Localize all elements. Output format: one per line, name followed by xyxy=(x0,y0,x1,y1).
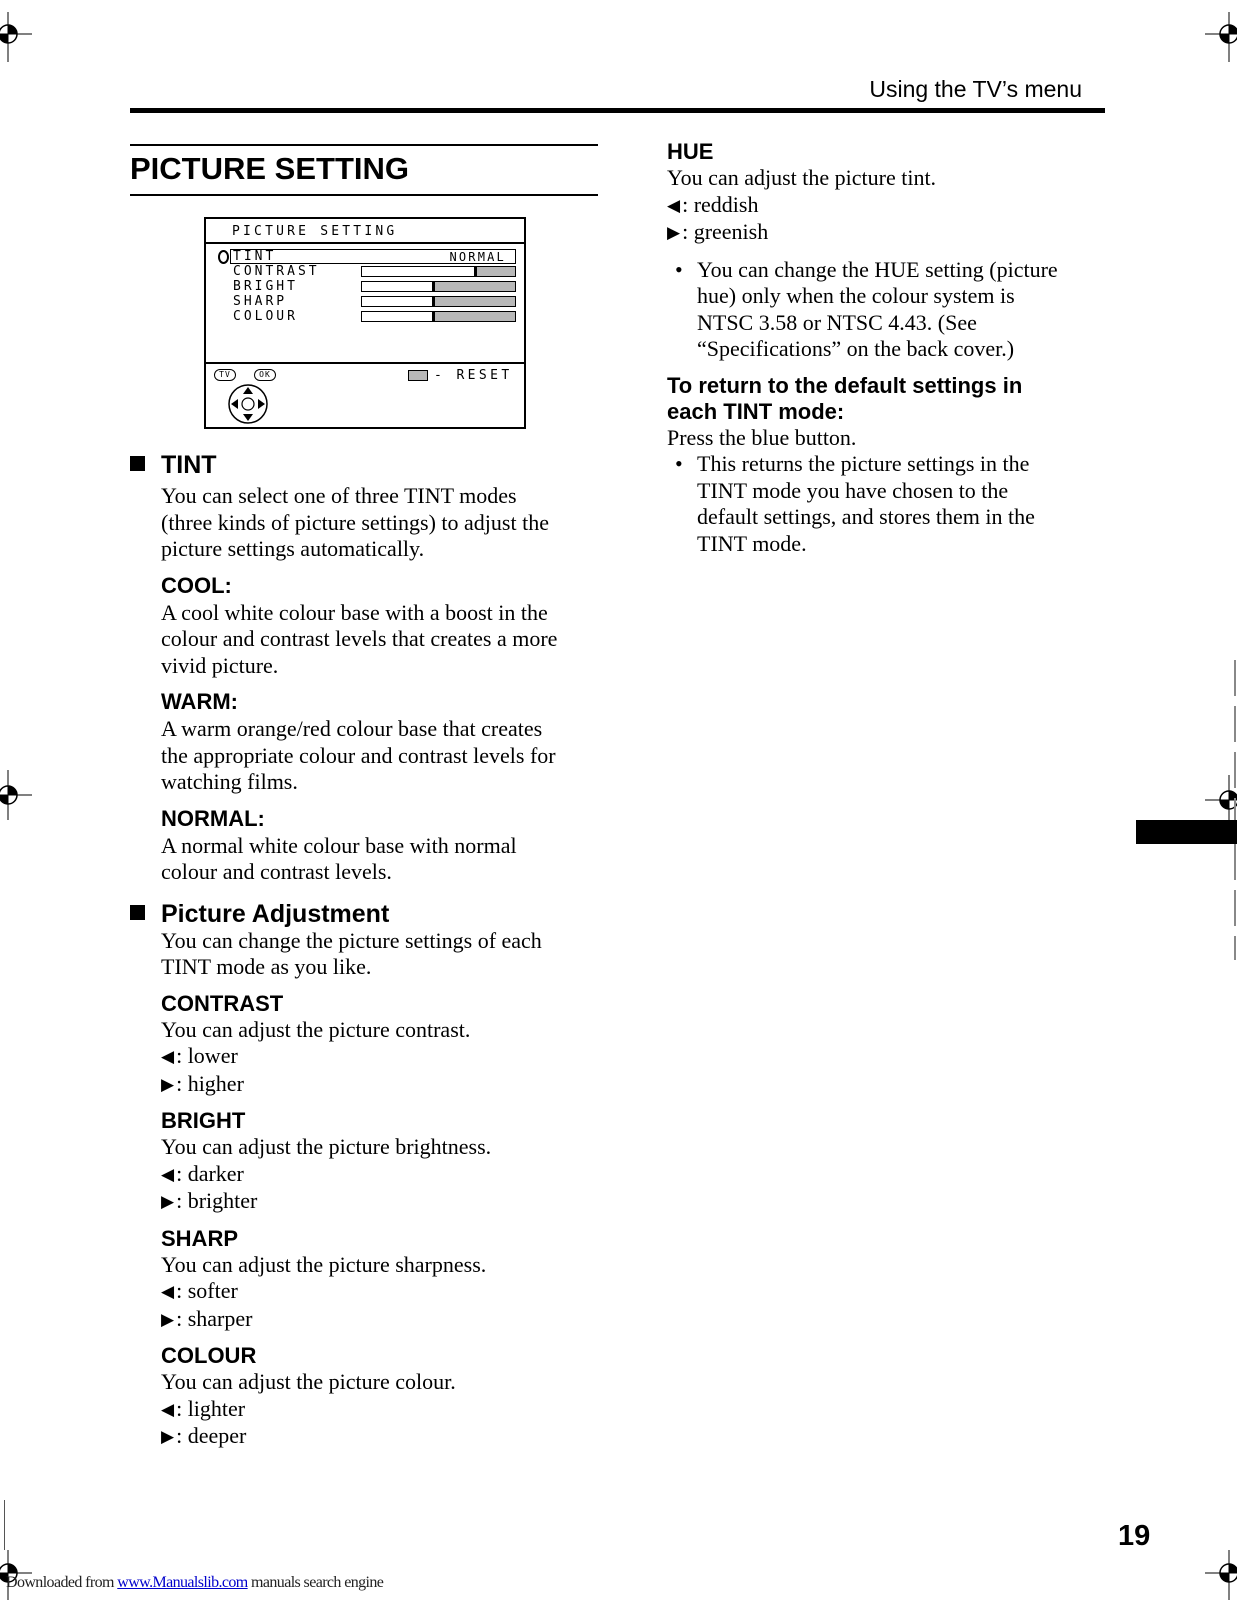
left-arrow-icon: ◀ xyxy=(161,1282,175,1301)
section-rule-bottom xyxy=(130,194,598,196)
left-arrow-icon: ◀ xyxy=(161,1047,175,1066)
bright-description: You can adjust the picture brightness. xyxy=(161,1134,492,1159)
square-bullet-icon xyxy=(130,905,145,920)
bright-heading: BRIGHT xyxy=(161,1108,246,1133)
contrast-left-line: ◀: lower xyxy=(161,1043,238,1068)
osd-level-bar xyxy=(361,281,516,292)
osd-tint-value: NORMAL xyxy=(449,250,506,264)
osd-blue-button-icon xyxy=(408,370,428,381)
osd-item-label: BRIGHT xyxy=(233,279,298,294)
left-arrow-icon: ◀ xyxy=(161,1164,175,1184)
dpad-icon xyxy=(226,382,270,426)
header-rule xyxy=(130,108,1105,113)
osd-item-label: CONTRAST xyxy=(233,264,320,279)
osd-tv-button: TV xyxy=(214,369,236,381)
margin-tick xyxy=(4,1500,5,1550)
normal-heading: NORMAL: xyxy=(161,805,265,831)
cool-description: A cool white colour base with a boost in the colour and contrast levels that creates a more vivid picture. xyxy=(161,599,558,678)
sharp-right-line: ▶: sharper xyxy=(161,1305,253,1331)
osd-item-label: COLOUR xyxy=(233,309,298,324)
osd-item-label: SHARP xyxy=(233,294,288,309)
osd-cursor-icon xyxy=(218,250,229,264)
osd-level-bar xyxy=(361,266,516,277)
contrast-description: You can adjust the picture contrast. xyxy=(161,1016,471,1042)
default-settings-heading: To return to the default settings in each TINT mode: xyxy=(667,372,1023,424)
osd-reset-label: - RESET xyxy=(434,368,513,383)
hue-description: You can adjust the picture tint. xyxy=(667,165,937,190)
right-arrow-icon: ▶ xyxy=(161,1074,175,1094)
registration-mark-icon xyxy=(1197,775,1237,825)
hue-left-line: ◀: reddish xyxy=(667,191,759,217)
chapter-tab xyxy=(1136,820,1237,844)
section-rule-top xyxy=(130,144,598,146)
registration-mark-icon xyxy=(0,12,40,62)
cool-heading: COOL: xyxy=(161,572,232,598)
picture-adjustment-heading: Picture Adjustment xyxy=(130,900,610,928)
right-arrow-icon: ▶ xyxy=(667,223,681,242)
registration-mark-icon xyxy=(0,770,40,820)
osd-menu-diagram xyxy=(204,217,526,429)
manualslib-link[interactable]: www.Manualslib.com xyxy=(117,1574,248,1591)
contrast-right-line: ▶: higher xyxy=(161,1070,244,1096)
right-arrow-icon: ▶ xyxy=(161,1309,175,1329)
colour-description: You can adjust the picture colour. xyxy=(161,1369,456,1394)
sharp-heading: SHARP xyxy=(161,1225,239,1251)
tint-heading: TINT xyxy=(130,451,610,479)
right-column xyxy=(667,139,1117,557)
right-arrow-icon: ▶ xyxy=(161,1427,175,1446)
registration-mark-icon xyxy=(1197,1550,1237,1600)
osd-tint-label: TINT xyxy=(233,249,277,264)
bullet-icon: • xyxy=(675,256,683,282)
section-title: PICTURE SETTING xyxy=(130,151,410,186)
warm-description: A warm orange/red colour base that creates the appropriate colour and contrast levels for watching films. xyxy=(161,716,556,794)
margin-tick xyxy=(1234,660,1236,960)
page-header-title: Using the TV’s menu xyxy=(869,76,1082,102)
tint-intro: You can select one of three TINT modes (three kinds of picture settings) to adjust the picture settings automatically. xyxy=(161,483,549,561)
bullet-icon: • xyxy=(675,451,683,476)
normal-description: A normal white colour base with normal colour and contrast levels. xyxy=(161,832,517,884)
sharp-description: You can adjust the picture sharpness. xyxy=(161,1251,487,1277)
default-settings-note: • This returns the picture settings in the TINT mode you have chosen to the default settings, and stores them in the TINT mode. xyxy=(667,451,1117,557)
warm-heading: WARM: xyxy=(161,689,238,714)
bright-right-line: ▶: brighter xyxy=(161,1188,258,1213)
bright-left-line: ◀: darker xyxy=(161,1160,244,1186)
osd-title: PICTURE SETTING xyxy=(232,224,398,239)
colour-heading: COLOUR xyxy=(161,1343,257,1368)
download-footer: Downloaded from www.Manualslib.com manuals search engine xyxy=(6,1574,384,1591)
hue-heading: HUE xyxy=(667,139,714,164)
right-arrow-icon: ▶ xyxy=(161,1192,175,1211)
osd-level-bar xyxy=(361,296,516,307)
square-bullet-icon xyxy=(130,456,145,471)
registration-mark-icon xyxy=(1197,12,1237,62)
page-number: 19 xyxy=(1118,1520,1151,1552)
colour-right-line: ▶: deeper xyxy=(161,1423,247,1448)
left-arrow-icon: ◀ xyxy=(161,1399,175,1419)
adjust-intro: You can change the picture settings of each TINT mode as you like. xyxy=(161,927,542,979)
osd-ok-button: OK xyxy=(254,369,276,381)
hue-note: • You can change the HUE setting (picture hue) only when the colour system is NTSC 3.58 or NTSC 4.43. (See “Specifications” on the back cover.) xyxy=(667,257,1117,363)
osd-divider xyxy=(206,242,524,244)
colour-left-line: ◀: lighter xyxy=(161,1395,246,1421)
osd-divider xyxy=(206,362,524,364)
default-settings-description: Press the blue button. xyxy=(667,424,857,450)
left-arrow-icon: ◀ xyxy=(667,195,681,215)
left-column xyxy=(130,451,610,1451)
osd-level-bar xyxy=(361,311,516,322)
contrast-heading: CONTRAST xyxy=(161,990,284,1016)
hue-right-line: ▶: greenish xyxy=(667,219,769,244)
sharp-left-line: ◀: softer xyxy=(161,1278,238,1303)
